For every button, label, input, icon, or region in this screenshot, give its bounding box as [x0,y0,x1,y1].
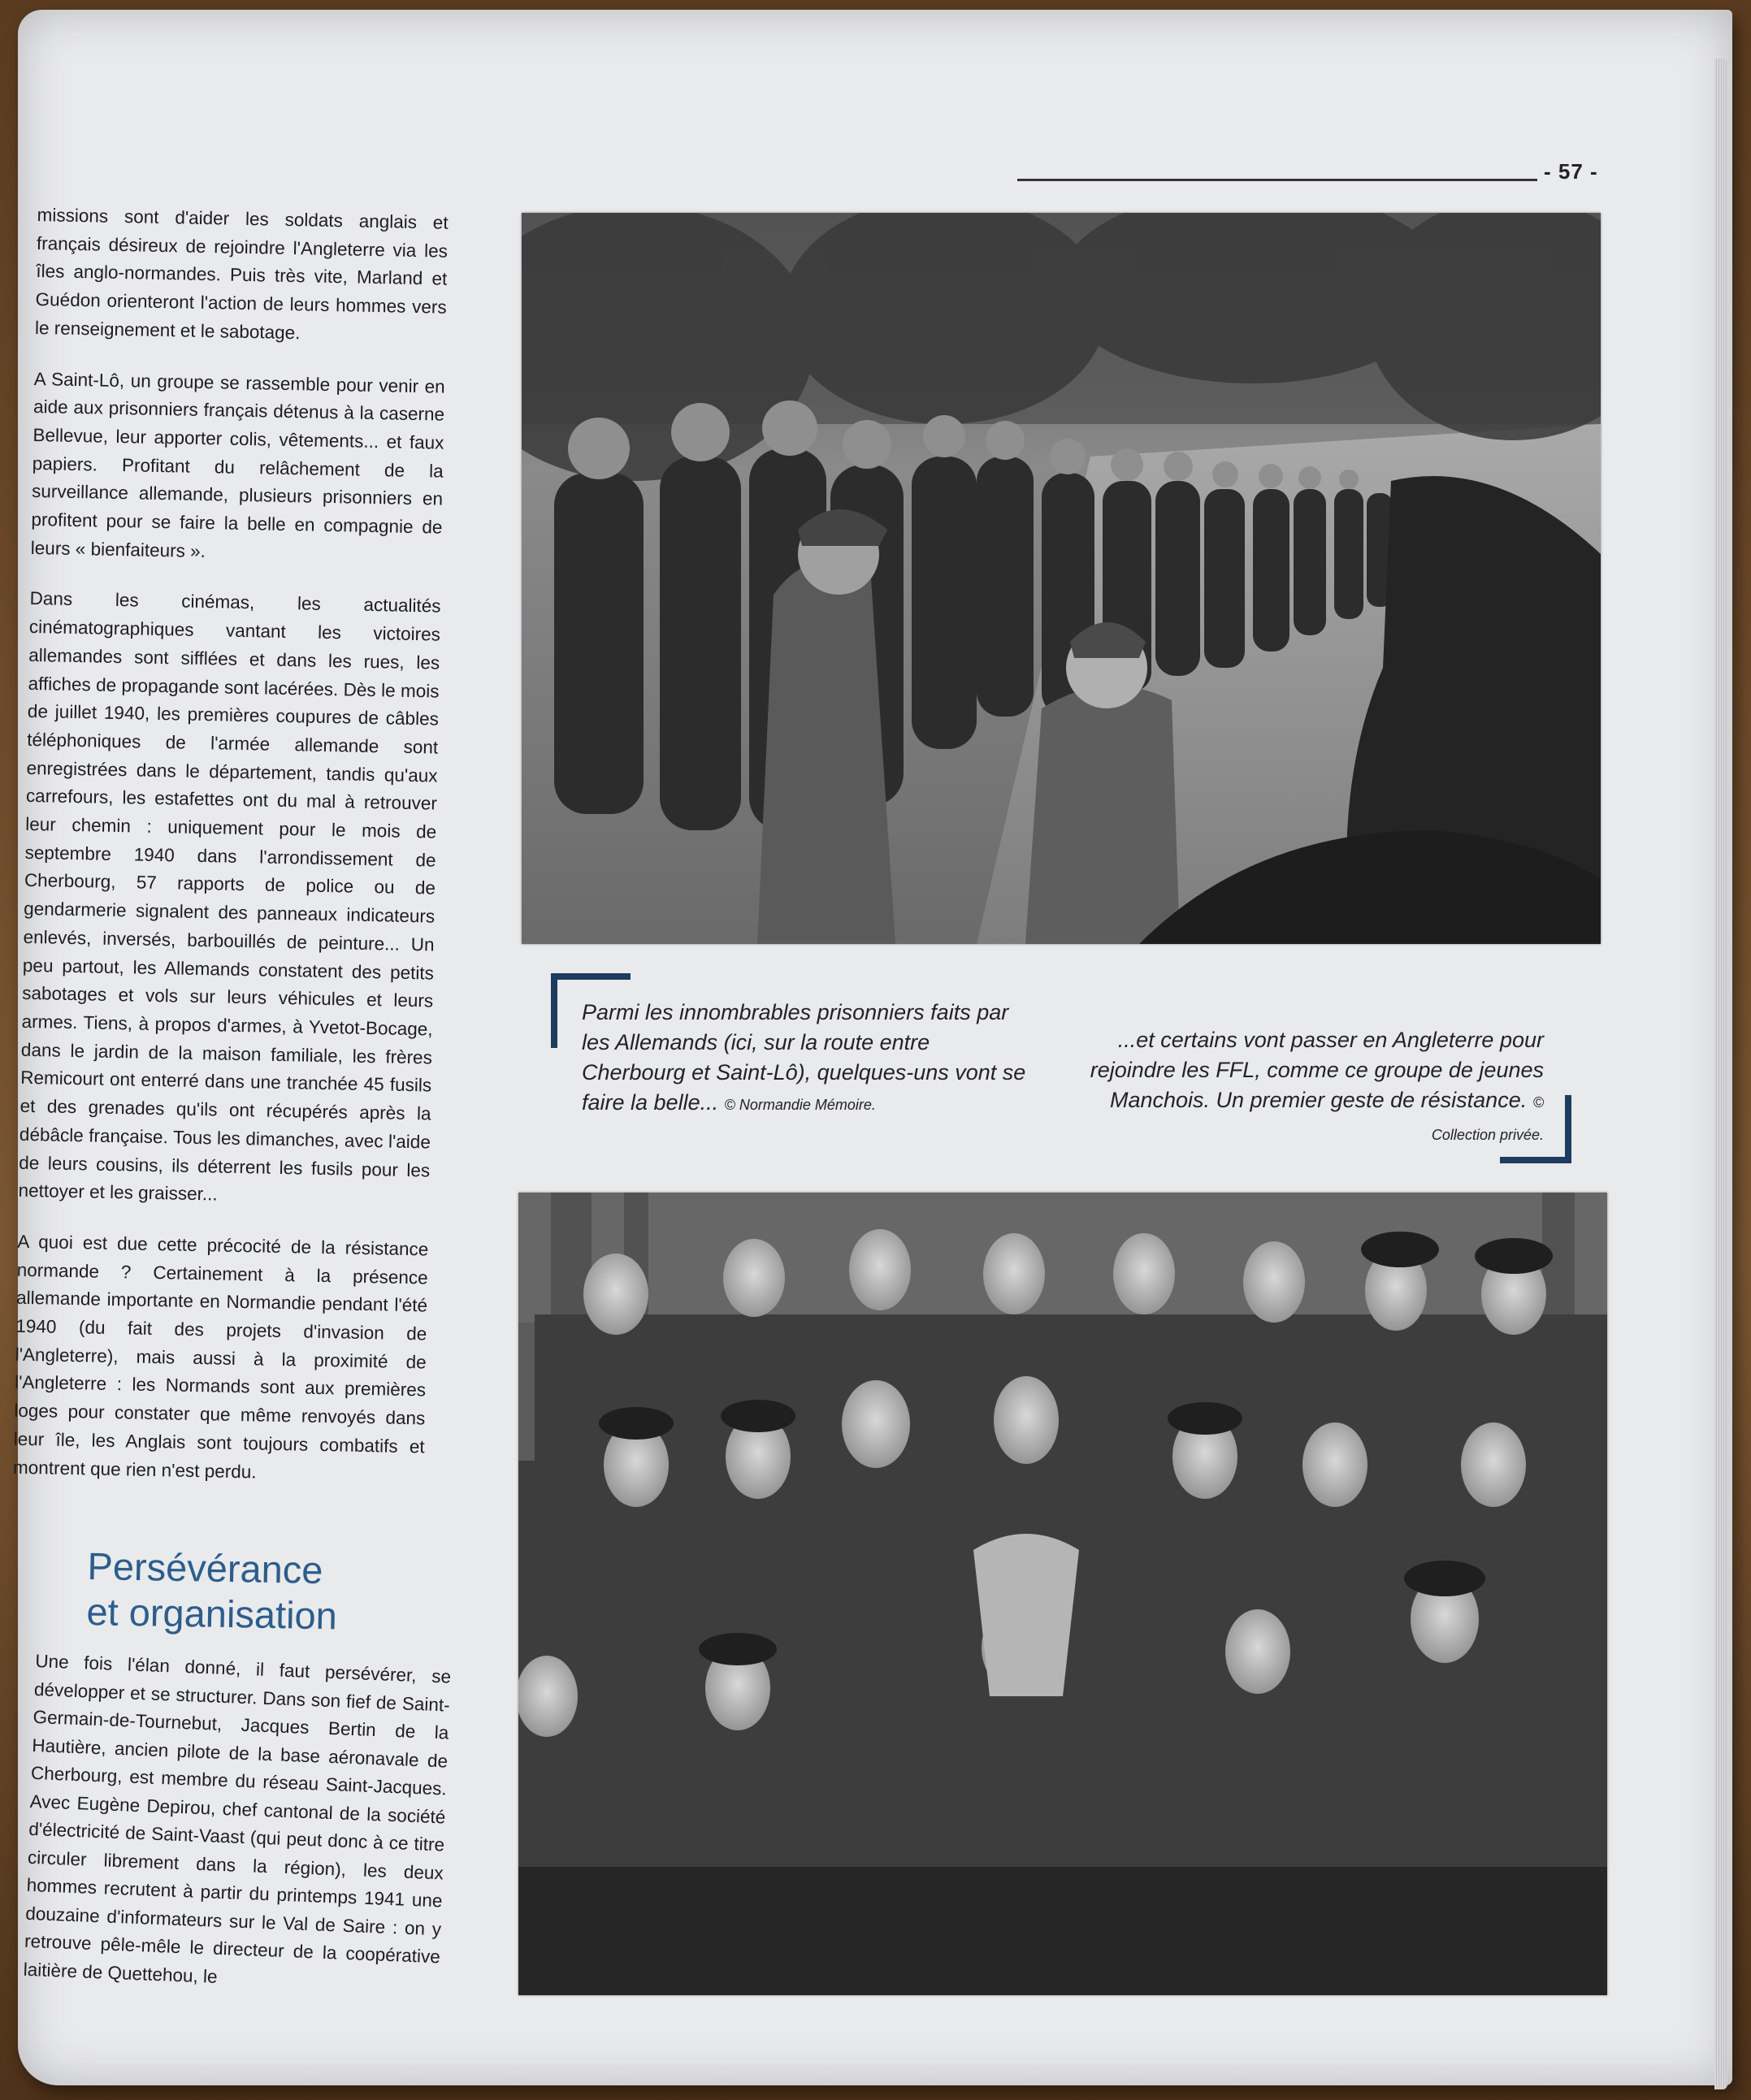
paragraph: missions sont d'aider les soldats anglais et français désireux de rejoindre l'Angleterre via les îles anglo-normandes. Puis très vite, Marland et Guédon orienteront l'action de leurs hommes vers le renseignement et le sabotage. [34,204,449,344]
caption-credit: © Collection privée. [1431,1094,1544,1143]
caption-text: ...et certains vont passer en Angleterre pour rejoindre les FFL, comme ce groupe de jeunes Manchois. Un premier geste de résistance. [1090,1028,1544,1112]
photo-group-portrait [518,1193,1607,1995]
paragraph: A Saint-Lô, un groupe se rassemble pour venir en aide aux prisonniers français détenus à la caserne Bellevue, leur apporter colis, vêtements... et faux papiers. Profitant du relâchement de la surveillance allemande, plusieurs prisonniers en profitent pour se faire la belle en compagnie de leurs « bienfaiteurs ». [30,368,445,561]
paragraph: Dans les cinémas, les actualités cinématographiques vantant les victoires allemandes sont sifflées et dans les rues, les affiches de propagande sont lacérées. Dès le mois de juillet 1940, les premières coupures de câbles téléphoniques de l'armée allemande sont enregistrées dans le département, tandis qu'aux carrefours, les estafettes ont du mal à retrouver leur chemin : uniquement pour le mois de septembre 1940 dans l'arrondissement de Cherbourg, 57 rapports de police ou de gendarmerie signalent des panneaux indicateurs enlevés, inversés, barbouillés de peinture... Un peu partout, les Allemands constatent des petits sabotages et vols sur leurs véhicules et leurs armes. Tiens, à propos d'armes, à Yvetot-Bocage, dans le jardin de la maison familiale, les frères Remicourt ont enterré dans une tranchée 45 fusils et des grenades qu'ils ont récupérés après la débâcle française. Tous les dimanches, avec l'aide de leurs cousins, ils déterrent les fusils pour les nettoyer et les graisser... [18,588,441,1205]
page-number: - 57 - [1544,159,1598,184]
section-heading [86,1544,437,1640]
section-text: Une fois l'élan donné, il faut persévérer, se développer et se structurer. Dans son fief de Saint-Germain-de-Tournebut, Jacques Bertin de la Hautière, ancien pilote de la base aéronavale de Cherbourg, est membre du réseau Saint-Jacques. Avec Eugène Depirou, chef cantonal de la société d'électricité de Saint-Vaast (qui peut donc à ce titre circuler librement dans la région), les deux hommes recrutent à partir du printemps 1941 une douzaine d'informateurs sur le Val de Saire : on y retrouve pêle-mêle le directeur de la coopérative laitière de Quettehou, le [23,1650,452,1987]
caption-bracket-right [1500,1095,1571,1163]
photo-prisoners-march [522,213,1601,944]
left-text-column [13,201,449,1490]
paragraph: A quoi est due cette précocité de la résistance normande ? Certainement à la présence allemande importante en Normandie pendant l'été 1940 (du fait des projets d'invasion de l'Angleterre), mais aussi à la proximité de l'Angleterre : les Normands sont aux premières loges pour constater que même renvoyés dans leur île, les Anglais sont toujours combatifs et montrent que rien n'est perdu. [12,1231,429,1482]
caption-right [1089,1025,1544,1150]
caption-text: Parmi les innombrables prisonniers faits par les Allemands (ici, sur la route entre Cherbourg et Saint-Lô), quelques-uns vont se faire la belle... [582,1000,1026,1115]
section-heading-line: Persévérance [87,1544,323,1592]
section-heading-line: et organisation [86,1589,338,1638]
folio-rule [1017,179,1537,181]
caption-credit: © Normandie Mémoire. [724,1097,876,1113]
caption-left [582,998,1037,1120]
page-edges [1714,58,1727,2089]
